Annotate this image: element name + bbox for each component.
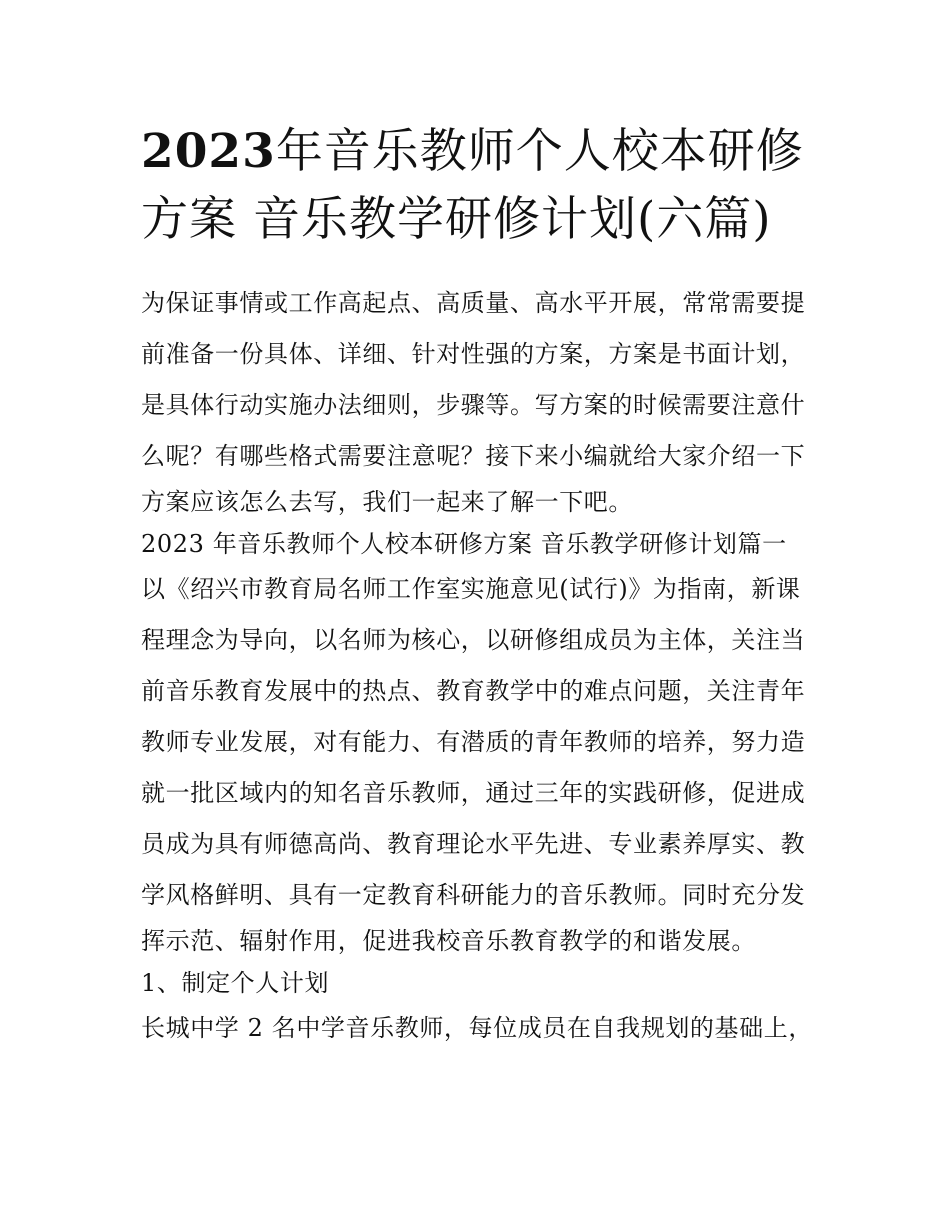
intro-line: 方案应该怎么去写，我们一起来了解一下吧。 [141, 488, 633, 516]
title-line-2: 方案 音乐教学研修计划(六篇) [141, 192, 772, 247]
document-body [141, 278, 813, 1054]
title-line-1 [141, 118, 813, 186]
section-line: 挥示范、辐射作用，促进我校音乐教育教学的和谐发展。 [141, 927, 756, 955]
document-page [141, 118, 813, 1054]
section-heading: 2023 年音乐教师个人校本研修方案 音乐教学研修计划篇一 [141, 530, 787, 558]
section-line: 学风格鲜明、具有一定教育科研能力的音乐教师。同时充分发 [141, 881, 806, 909]
section-line: 前音乐教育发展中的热点、教育教学中的难点问题，关注青年 [141, 677, 806, 705]
intro-line: 前准备一份具体、详细、针对性强的方案，方案是书面计划， [141, 340, 806, 368]
section-paragraph [141, 564, 813, 961]
document-title [141, 118, 813, 254]
item-line: 长城中学 2 名中学音乐教师，每位成员在自我规划的基础上， [141, 1014, 813, 1042]
section-line: 员成为具有师德高尚、教育理论水平先进、专业素养厚实、教 [141, 830, 806, 858]
section-line: 就一批区域内的知名音乐教师，通过三年的实践研修，促进成 [141, 779, 806, 807]
intro-line: 为保证事情或工作高起点、高质量、高水平开展，常常需要提 [141, 289, 806, 317]
section-line: 程理念为导向，以名师为核心，以研修组成员为主体，关注当 [141, 626, 806, 654]
title-line-1-text: 年音乐教师个人校本研修 [275, 124, 804, 179]
item-heading: 1、制定个人计划 [141, 969, 330, 997]
intro-line: 是具体行动实施办法细则，步骤等。写方案的时候需要注意什 [141, 391, 806, 419]
title-year: 2023 [141, 124, 276, 179]
intro-line: 么呢？有哪些格式需要注意呢？接下来小编就给大家介绍一下 [141, 442, 806, 470]
section-line: 教师专业发展，对有能力、有潜质的青年教师的培养，努力造 [141, 728, 806, 756]
intro-paragraph [141, 278, 813, 522]
item-paragraph [141, 1003, 813, 1054]
section-line: 以《绍兴市教育局名师工作室实施意见(试行)》为指南，新课 [141, 575, 801, 603]
